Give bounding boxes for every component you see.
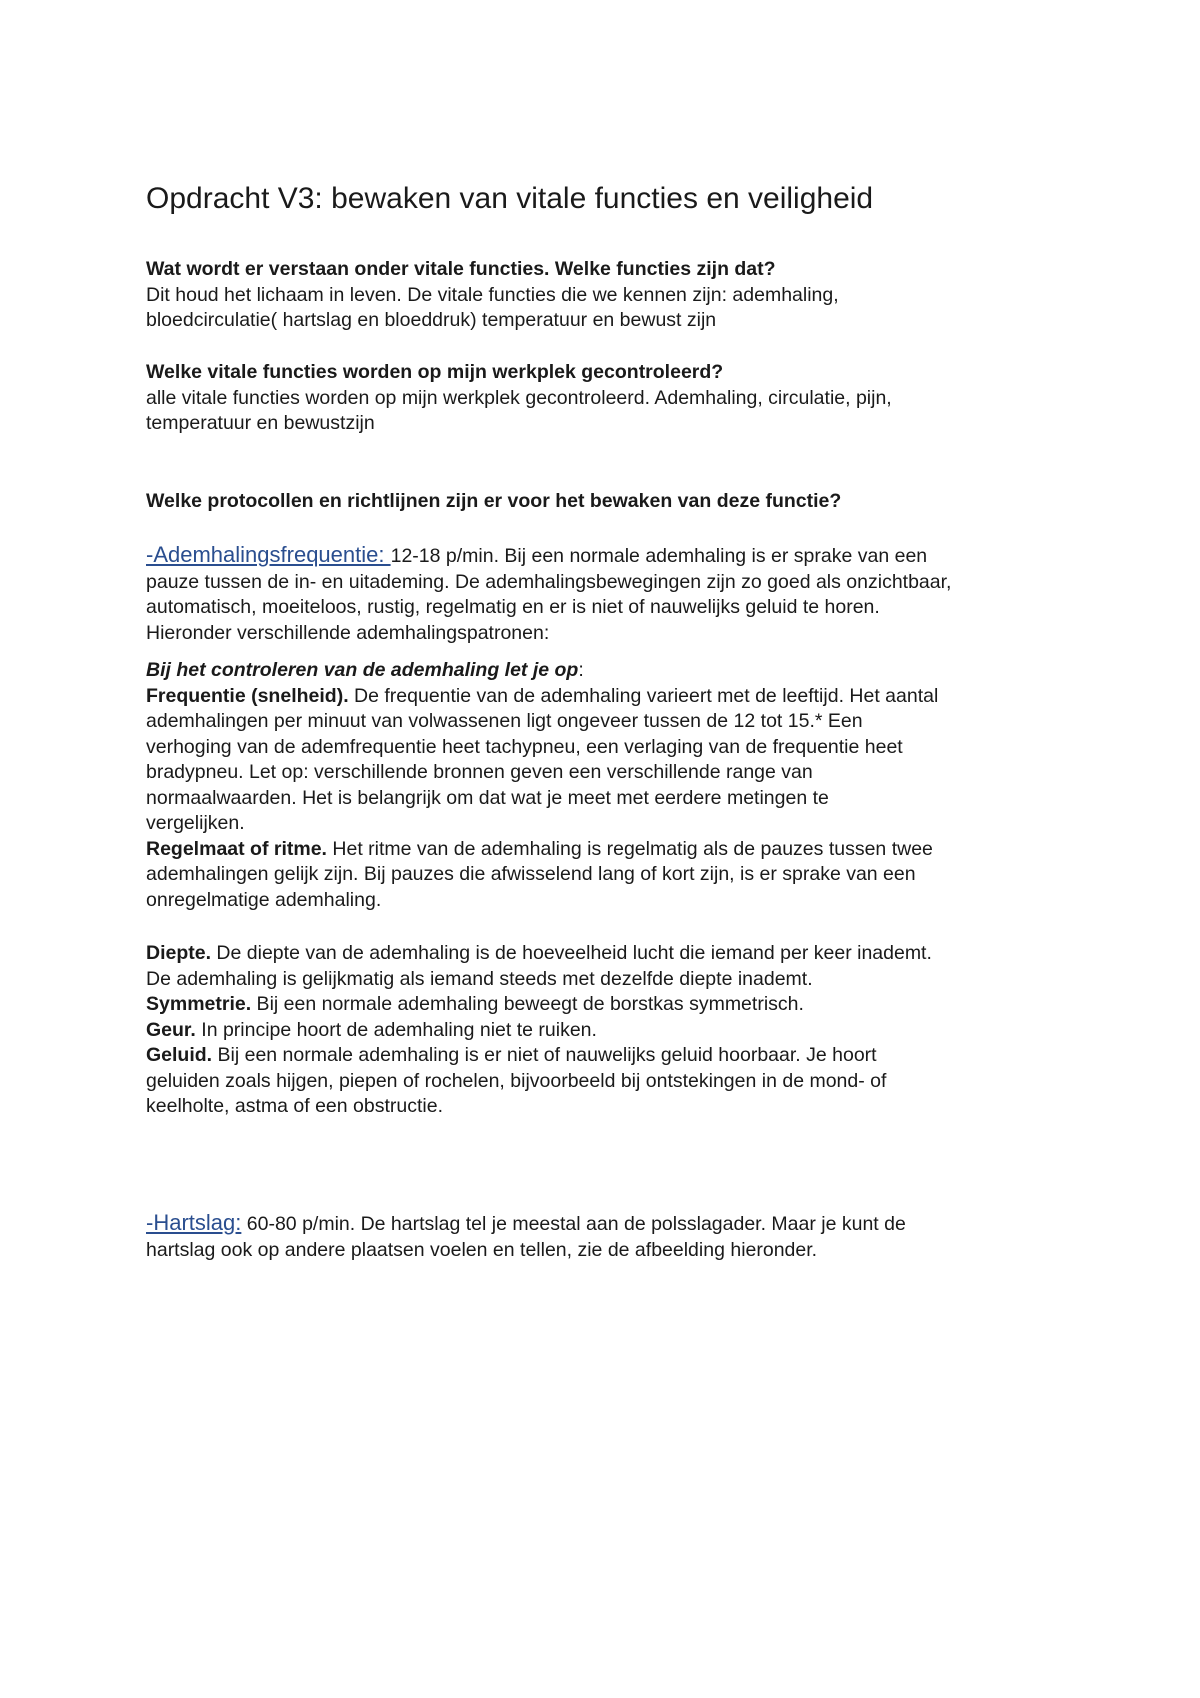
section-vitale-functies — [146, 257, 1076, 334]
ademhaling-line-4: Hieronder verschillende ademhalingspatronen: — [146, 621, 550, 644]
frequentie-line-2: ademhalingen per minuut van volwassenen ligt ongeveer tussen de 12 tot 15.* Een — [146, 710, 863, 732]
answer-2 — [146, 386, 1076, 437]
frequentie-line-3: verhoging van de ademfrequentie heet tachypneu, een verlaging van de frequentie heet — [146, 735, 903, 758]
geluid-label: Geluid. — [146, 1044, 213, 1066]
frequentie-line-6: vergelijken. — [146, 812, 245, 834]
geur-line: Geur. In principe hoort de ademhaling niet te ruiken. — [146, 1018, 597, 1041]
diepte-section — [146, 941, 1076, 1120]
diepte-line-1: Diepte. De diepte van de ademhaling is de hoeveelheid lucht die iemand per keer inademt. — [146, 942, 932, 964]
controleren-section — [146, 658, 1076, 913]
question-2: Welke vitale functies worden op mijn werkplek gecontroleerd? — [146, 361, 724, 383]
section-werkplek — [146, 360, 1076, 437]
frequentie-line-4: bradypneu. Let op: verschillende bronnen geven een verschillende range van — [146, 761, 813, 783]
ademhaling-section — [146, 542, 1076, 646]
hartslag-line-1: -Hartslag: 60-80 p/min. De hartslag tel je meestal aan de polsslagader. Maar je kunt de — [146, 1210, 906, 1235]
regelmaat-line-2: ademhalingen gelijk zijn. Bij pauzes die afwisselend lang of kort zijn, is er sprake van een — [146, 863, 916, 885]
hartslag-link[interactable]: -Hartslag: — [146, 1210, 242, 1235]
regelmaat-line-1: Regelmaat of ritme. Het ritme van de ademhaling is regelmatig als de pauzes tussen twee — [146, 837, 933, 860]
answer-1-line-1: Dit houd het lichaam in leven. De vitale functies die we kennen zijn: ademhaling, — [146, 283, 839, 306]
ademhaling-line-1 — [146, 542, 1076, 570]
regelmaat-label: Regelmaat of ritme. — [146, 837, 327, 860]
ademhaling-line-1-rest: 12-18 p/min. Bij een normale ademhaling is er sprake van een — [390, 545, 928, 567]
symmetrie-label: Symmetrie. — [146, 993, 252, 1015]
diepte-label: Diepte. — [146, 942, 212, 964]
question-3: Welke protocollen en richtlijnen zijn er voor het bewaken van deze functie? — [146, 490, 842, 512]
ademhaling-line-3: automatisch, moeiteloos, rustig, regelmatig en er is niet of nauwelijks geluid te horen. — [146, 596, 880, 618]
diepte-line-2: De ademhaling is gelijkmatig als iemand steeds met dezelfde diepte inademt. — [146, 967, 813, 990]
regelmaat-line-3: onregelmatige ademhaling. — [146, 888, 382, 911]
ademhaling-line-2: pauze tussen de in- en uitademing. De ademhalingsbewegingen zijn zo goed als onzichtbaar, — [146, 570, 952, 593]
frequentie-line-5: normaalwaarden. Het is belangrijk om dat wat je meet met eerdere metingen te — [146, 786, 829, 809]
geluid-line-1: Geluid. Bij een normale ademhaling is er niet of nauwelijks geluid hoorbaar. Je hoort — [146, 1044, 877, 1066]
geluid-line-2: geluiden zoals hijgen, piepen of rochelen, bijvoorbeeld bij ontstekingen in de mond- of — [146, 1069, 887, 1092]
check-heading: Bij het controleren van de ademhaling let je op: — [146, 659, 584, 681]
answer-1-line-2: bloedcirculatie( hartslag en bloeddruk) temperatuur en bewust zijn — [146, 309, 717, 331]
document-title: Opdracht V3: bewaken van vitale functies en veiligheid — [146, 182, 874, 215]
geur-label: Geur. — [146, 1018, 196, 1041]
answer-2-line-1: alle vitale functies worden op mijn werkplek gecontroleerd. Ademhaling, circulatie, pijn, — [146, 386, 892, 409]
frequentie-line-1: Frequentie (snelheid). De frequentie van de ademhaling varieert met de leeftijd. Het aantal — [146, 684, 939, 707]
hartslag-line-2: hartslag ook op andere plaatsen voelen en tellen, zie de afbeelding hieronder. — [146, 1238, 818, 1261]
question-1: Wat wordt er verstaan onder vitale functies. Welke functies zijn dat? — [146, 258, 776, 280]
section-protocollen — [146, 489, 1076, 515]
answer-2-line-2: temperatuur en bewustzijn — [146, 412, 375, 434]
geluid-line-3: keelholte, astma of een obstructie. — [146, 1095, 444, 1117]
frequentie-label: Frequentie (snelheid). — [146, 684, 349, 707]
ademhalingsfrequentie-link[interactable]: -Ademhalingsfrequentie: — [146, 542, 391, 567]
symmetrie-line: Symmetrie. Bij een normale ademhaling beweegt de borstkas symmetrisch. — [146, 993, 804, 1015]
hartslag-section — [146, 1210, 1076, 1263]
answer-1 — [146, 283, 1076, 334]
